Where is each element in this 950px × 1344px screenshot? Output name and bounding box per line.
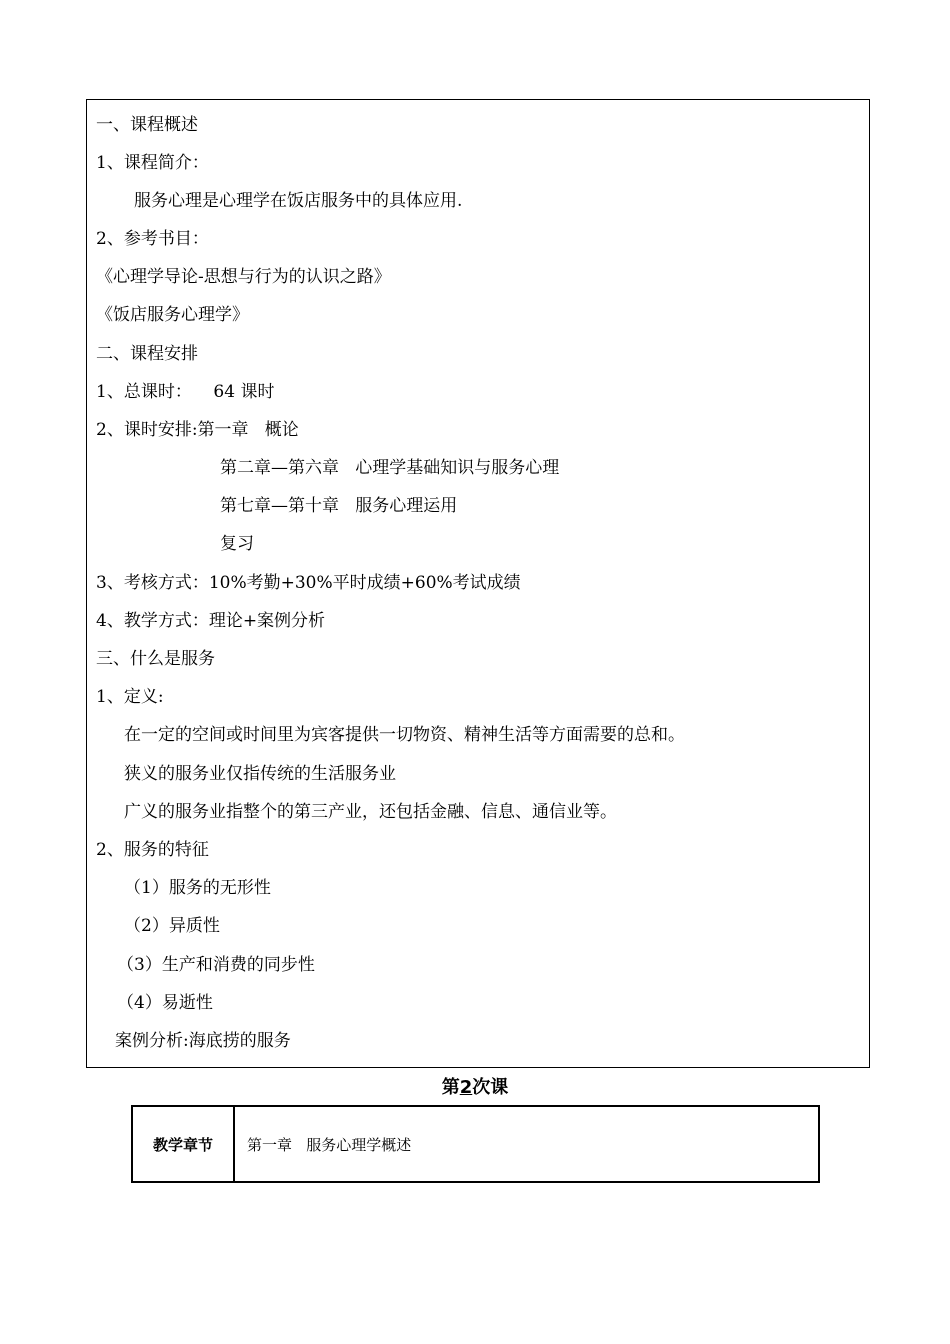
section-heading-overview: 一、课程概述 <box>96 115 198 135</box>
references-heading: 2、参考书目： <box>96 229 209 249</box>
feature-item-3: （3）生产和消费的同步性 <box>117 955 315 975</box>
course-intro-heading: 1、课程简介： <box>96 153 209 173</box>
chapter-table <box>131 1105 820 1183</box>
schedule-line-2: 第二章—第六章 心理学基础知识与服务心理 <box>220 458 560 478</box>
session-number: 2 <box>459 1077 473 1098</box>
chapter-label: 教学章节 <box>133 1107 235 1181</box>
session-prefix: 第 <box>441 1077 460 1098</box>
section-heading-arrangement: 二、课程安排 <box>96 344 198 364</box>
feature-item-4: （4）易逝性 <box>117 993 213 1013</box>
definition-heading: 1、定义: <box>96 687 164 707</box>
schedule-line-3: 第七章—第十章 服务心理运用 <box>220 496 458 516</box>
chapter-value: 第一章 服务心理学概述 <box>247 1135 412 1154</box>
course-content-box <box>86 99 870 1068</box>
teaching-method: 4、教学方式：理论+案例分析 <box>96 611 326 631</box>
reference-book-1: 《心理学导论-思想与行为的认识之路》 <box>96 267 391 287</box>
feature-item-1: （1）服务的无形性 <box>124 878 271 898</box>
reference-book-2: 《饭店服务心理学》 <box>96 305 249 325</box>
section-heading-service: 三、什么是服务 <box>96 649 215 669</box>
case-study: 案例分析:海底捞的服务 <box>115 1031 291 1051</box>
features-heading: 2、服务的特征 <box>96 840 209 860</box>
assessment-method: 3、考核方式：10%考勤+30%平时成绩+60%考试成绩 <box>96 573 521 593</box>
course-intro-text: 服务心理是心理学在饭店服务中的具体应用. <box>134 191 463 211</box>
broad-definition: 广义的服务业指整个的第三产业，还包括金融、信息、通信业等。 <box>124 802 617 822</box>
definition-text: 在一定的空间或时间里为宾客提供一切物资、精神生活等方面需要的总和。 <box>124 725 685 745</box>
total-hours: 1、总课时： 64 课时 <box>96 382 275 402</box>
narrow-definition: 狭义的服务业仅指传统的生活服务业 <box>124 764 396 784</box>
schedule-line-4: 复习 <box>220 534 254 554</box>
schedule-line-1: 2、课时安排:第一章 概论 <box>96 420 299 440</box>
session-title <box>0 1076 950 1100</box>
session-suffix: 次课 <box>472 1077 509 1098</box>
feature-item-2: （2）异质性 <box>124 916 220 936</box>
